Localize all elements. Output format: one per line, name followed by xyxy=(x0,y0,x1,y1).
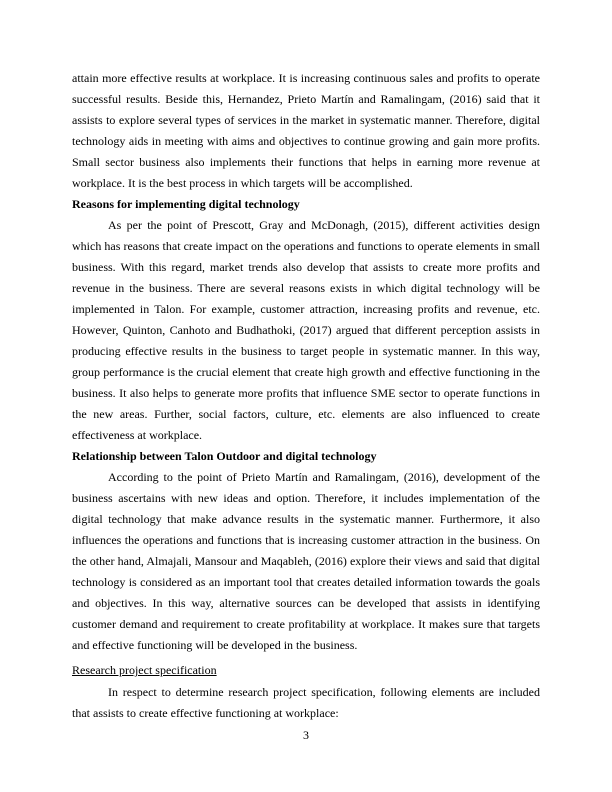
page-content xyxy=(72,68,540,724)
section-heading-reasons: Reasons for implementing digital technology xyxy=(72,197,300,211)
paragraph-reasons: As per the point of Prescott, Gray and McDonagh, (2015), different activities design which has reasons that create impact on the operations and functions to operate elements in small business. With this regard, market trends also develop that assists to create more profits and revenue in the business. There are several reasons exists in which digital technology will be implemented in Talon. For example, customer attraction, increasing profits and revenue, etc. However, Quinton, Canhoto and Budhathoki, (2017) argued that different perception assists in producing effective results in the business to target people in systematic manner. In this way, group performance is the crucial element that create high growth and effective functioning in the business. It also helps to generate more profits that influence SME sector to operate functions in the new areas. Further, social factors, culture, etc. elements are also influenced to create effectiveness at workplace. xyxy=(72,218,540,442)
section-heading-relationship: Relationship between Talon Outdoor and digital technology xyxy=(72,449,377,463)
paragraph-continuation: attain more effective results at workplace. It is increasing continuous sales and profits to operate successful results. Beside this, Hernandez, Prieto Martín and Ramalingam, (2016) said that it assists to explore several types of services in the market in systematic manner. Therefore, digital technology aids in meeting with aims and objectives to continue growing and gain more profits. Small sector business also implements their functions that helps in earning more revenue at workplace. It is the best process in which targets will be accomplished. xyxy=(72,71,540,190)
paragraph-relationship: According to the point of Prieto Martín and Ramalingam, (2016), development of the business ascertains with new ideas and option. Therefore, it includes implementation of the digital technology that make advance results in the systematic manner. Furthermore, it also influences the operations and functions that is increasing customer attraction in the business. On the other hand, Almajali, Mansour and Maqableh, (2016) explore their views and said that digital technology is considered as an important tool that creates detailed information towards the goals and objectives. In this way, alternative sources can be developed that assists in identifying customer demand and requirement to create profitability at workplace. It makes sure that targets and effective functioning will be developed in the business. xyxy=(72,470,540,652)
section-heading-research-spec: Research project specification xyxy=(72,663,217,677)
paragraph-research-spec: In respect to determine research project specification, following elements are included that assists to create effective functioning at workplace: xyxy=(72,685,540,720)
page-number: 3 xyxy=(303,728,309,742)
